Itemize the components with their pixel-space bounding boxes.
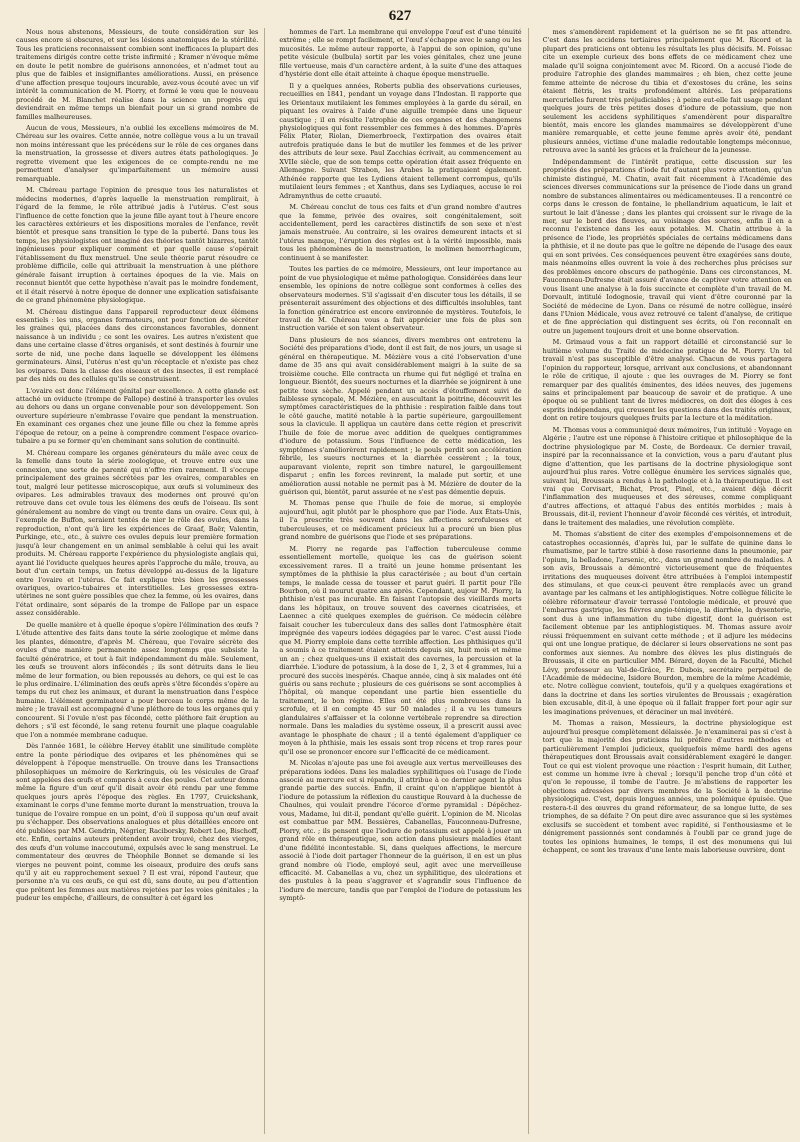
column-right <box>543 28 792 1134</box>
paragraph: M. Chéreau partage l'opinion de presque tous les naturalistes et médecins modernes, d'après laquelle la menstruation remplirait, à l'égard de la femme, le rôle attribué jadis à l'utérus. C'est sous l'influence de cette fonction que la jeune fille ayant tout à l'heure encore les caractères extérieurs et les dispositions morales de l'enfance, revêt bientôt et presque sans transition le type de la puberté. Dans tous les temps, les physiologistes ont imaginé des théories tantôt bizarres, tantôt ingénieuses pour expliquer comment et par quelle cause s'opérait l'établissement du flux menstruel. Une seule théorie parut résoudre ce problème difficile, celle qui attribuait la menstruation à une pléthore générale faisant irruption à certaines époques de la vie. Mais on reconnut bientôt que cette hypothèse n'avait pas le moindre fondement, et il était réservé à notre époque de donner une explication satisfaisante de ce grand phénomène physiologique. <box>16 186 259 305</box>
paragraph: M. Thomas s'abstient de citer des exemples d'empoisonnemens et de catastrophes occasionnés, d'après lui, par le sulfate de quinine dans le rhumatisme, par le tartre stibié à dose rasorienne dans la pneumonie, par l'opium, la belladone, l'arsenic, etc., dans un grand nombre de maladies. A son avis, Broussais a démontré victorieusement que de fréquentes irritations des muqueuses doivent être attribuées à l'emploi intempestif des stimulans, et que ceux-ci peuvent être remplacés avec un grand avantage par les calmans et les antiphlogistiques. Notre collègue félicite le célèbre réformateur d'avoir terrassé l'ontologie médicale, et prouvé que l'embarras gastrique, les fièvres angio-ténique, la diarrhée, la dysenterie, sont dus à une inflammation du tube digestif, dont la guérison est facilement obtenue par les antiphlogistiques. M. Thomas assure avoir réussi fréquemment en suivant cette méthode ; et il adjure les médecins qui ont une longue pratique, de déclarer si leurs observations ne sont pas conformes aux siennes. Au nombre des élèves les plus distingués de Broussais, il cite en particulier MM. Bérard, doyen de la Faculté, Michel Lévy, professeur au Val-de-Grâce, Fr. Dubois, secrétaire perpétuel de l'Académie de médecine, Isidore Bourdon, membre de la même Académie, etc. Notre collègue convient, toutefois, qu'il y a quelques exagérations et dans la doctrine et dans les sorties virulentes de Broussais ; exagération bien excusable, dit-il, à une époque où il fallait frapper fort pour agir sur les imaginations prévenues, et déraciner un mal invétéré. <box>542 530 792 716</box>
paragraph: Indépendamment de l'intérêt pratique, cette discussion sur les propriétés des préparations d'iode fut d'autant plus votre attention, qu'un chimiste distingué, M. Chatin, avait fait récemment à l'Académie des sciences diverses communications sur la présence de l'iode dans un grand nombre de substances alimentaires ou médicamenteuses. Il a rencontré ce corps dans le cresson de fontaine, le phellandrium aquaticum, le lait et surtout le lait d'ânesse ; dans les plantes qui croissent sur le rivage de la mer, sur le bord des fleuves, au voisinage des sources, enfin il en a reconnu l'existence dans les eaux potables. M. Chatin attribue à la présence de l'iode, les propriétés spéciales de certains médicamens dans la phthisie, et il ne doute pas que le goître ne dépende de l'usage des eaux qui en sont privées. Ces conséquences peuvent être exagérées sans doute, mais néanmoins elles ouvrent la voie à des recherches plus précises sur des problèmes encore obscurs de pathogénie. Dans ces circonstances, M. Fauconneau-Dufresne était assuré d'avance de captiver votre attention en vous lisant une analyse à la fois succincte et complète d'un travail de M. Dorvault, intitulé Iodognosie, travail qui vient d'être couronné par la Société de médecine de Lyon. Dans ce résumé de notre collègue, inséré dans l'Union Médicale, vous avez retrouvé ce talent d'analyse, de critique et de fine appréciation qui distinguent ses écrits, où l'on reconnaît en outre un jugement toujours droit et une bonne observation. <box>542 157 792 335</box>
paragraph: M. Thomas pense que l'huile de foie de morue, si employée aujourd'hui, agit plutôt par le phosphore que par l'iode. Aux États-Unis, il l'a prescrite très souvent dans les affections scrofuleuses et tuberculeuses, et ce médicament précieux lui a procuré un bien plus grand nombre de guérisons que l'iode et ses préparations. <box>279 499 522 542</box>
paragraph: M. Chéreau compare les organes générateurs du mâle avec ceux de la femelle dans toute la série zoologique, et trouve entre eux une connexion, une sorte de parenté qui n'offre rien rarement. Il s'occupe principalement des graines sécrétées par les ovaires, comparables en tout, malgré leur petitesse microscopique, aux œufs si volumineux des ovipares. Les admirables travaux des modernes ont prouvé qu'on retrouve dans cet ovule tous les élémens des œufs de l'oiseau. Ils sont généralement au nombre de vingt ou trente dans un ovaire. Ceux qui, à l'exemple de Buffon, seraient tentés de nier le rôle des ovules, dans la reproduction, n'ont qu'à lire les expériences de Graaf, Baër, Valentin, Purkinge, etc., etc., à suivre ces ovules depuis leur première formation jusqu'à leur changement en un animal semblable à celui qui les avait produits. M. Chéreau rapporte l'expérience du physiologiste anglais qui, ayant lié l'oviducte quelques heures après l'approche du mâle, trouva, au bout d'un certain temps, un fœtus développé au-dessus de la ligature entre l'ovaire et l'utérus. Ce fait explique très bien les grossesses ovariques, ovarico-tubaires et interstitielles. Les grossesses extra-utérines ne sont guère possibles que chez la femme, où les ovaires, dans l'état ordinaire, sont séparés de la trompe de Fallope par un espace assez considérable. <box>16 448 259 618</box>
paragraph: Il y a quelques années, Roberts publia des observations curieuses, recueillies en 1841, pendant un voyage dans l'Indostan. Il rapporte que les Orientaux mutilaient les femmes employées à la garde du sérail, en piquant les ovaires à l'aide d'une aiguille trempée dans une liqueur caustique ; il en résulte l'atrophie de ces organes et des changemens physiologiques qui font ressembler ces femmes à des hommes. D'après Félix Plater, Riolan, Diemerbroeck, l'extirpation des ovaires était autrefois pratiquée dans le but de mutiler les femmes et de les priver des attributs de leur sexe. Paul Zacchias écrivait, au commencement au XVIIe siècle, que de son temps cette opération était assez fréquente en Allemagne. Suivant Strabon, les Arabes la pratiquaient également. Athénée rapporte que les Lydiens étaient tellement corrompus, qu'ils mutilaient leurs femmes ; et Xanthus, dans ses Lydiaques, accuse le roi Adramynthus de cette cruauté. <box>279 81 522 200</box>
paragraph: M. Grimaud vous a fait un rapport détaillé et circonstancié sur le huitième volume du Traité de médecine pratique de M. Piorry. Un tel travail n'est pas susceptible d'être analysé. Chacun de vous partagera l'opinion du rapporteur, lorsque, arrivant aux conclusions, et abandonnant le rôle de critique, il ajoute : que les ouvrages de M. Piorry se font remarquer par des qualités éminentes, des idées neuves, des jugemens sains et principalement par beaucoup de savoir et de pratique. A une époque où se publient tant de livres médiocres, on doit des éloges à ces esprits indépendans, qui creusent les questions dans des traités originaux, dont on retire toujours quelques fruits par la lecture et la méditation. <box>542 338 792 423</box>
paragraph: L'ovaire est donc l'élément génital par excellence. A cette glande est attaché un oviducte (trompe de Fallope) destiné à transporter les ovules au dehors ou dans un organe convenable pour son développement. Son ouverture supérieure n'embrasse l'ovaire que pendant la menstruation. En examinant ces organes chez une jeune fille ou chez la femme après l'époque de retour, on a peine à comprendre comment l'espace ovarico-tubaire a pu se former qu'en cheminant sans solution de continuité. <box>16 386 259 446</box>
paragraph: Toutes les parties de ce mémoire, Messieurs, ont leur importance au point de vue physiologique et même pathologique. Considérées dans leur ensemble, les opinions de notre collègue sont conformes à celles des observateurs modernes. S'il s'agissait d'en discuter tous les détails, il se présenterait assurément des objections et des difficultés insolubles, tant la fonction génératrice est encore environnée de mystères. Toutefois, le travail de M. Chéreau vous a fait apprécier une fois de plus son instruction variée et son talent observateur. <box>279 265 522 333</box>
paragraph: De quelle manière et à quelle époque s'opère l'élimination des œufs ? L'étude attentive des faits dans toute la série zoologique et même dans les plantes, démontre, d'après M. Chéreau, que l'ovaire sécrète des ovules d'une manière permanente assez longtemps que subsiste la faculté génératrice, et tout à fait indépendamment du mâle. Seulement, les œufs se trouvent alors infécondés ; ils sont détruits dans le lieu même de leur formation, ou bien repoussés au dehors, ce qui est le cas le plus ordinaire. L'élimination des œufs après s'être fécondés s'opère au temps du rut chez les animaux, et durant la menstruation dans l'espèce humaine. L'élément germinateur a pour berceau le corps même de la mère ; le travail est accompagné d'une pléthore de tous les organes qui y concourent. Si l'ovule n'est pas fécondé, cette pléthore fait éruption au dehors ; s'il est fécondé, le sang retenu fournit une plaque coagulable que l'on a nommée membrane caduque. <box>16 620 259 739</box>
paragraph: M. Piorry ne regarde pas l'affection tuberculeuse comme essentiellement mortelle, quoique les cas de guérison soient excessivement rares. Il a traité un jeune homme présentant les symptômes de la phthisie la plus caractérisée ; au bout d'un certain temps, le malade cessa de tousser et parut guéri. Il partit pour l'île Bourbon, où il mourut quatre ans après. Cependant, aujour M. Piorry, la phthisie n'est pas incurable. En faisant l'autopsie des vieillards morts dans les hôpitaux, on trouve souvent des cavernes cicatrisées, et Laennec a cité quelques exemples de guérison. Ce médecin célèbre faisait coucher les tuberculeux dans des salles dont l'atmosphère était imprégnée des vapeurs iodées dégagées par le varec. C'est aussi l'iode que M. Piorry emploie dans cette terrible affection. Les phthisiques qu'il a soumis à ce traitement étaient atteints depuis six, huit mois et même un an ; chez quelques-uns il existait des cavernes, la percussion et la diarrhée. L'iodure de potassium, à la dose de 1, 2, 3 et 4 grammes, lui a procuré des succès inespérés. Chaque année, cinq à six malades ont été guéris ou sans rechute ; plusieurs de ces guérisons se sont accomplies à l'hôpital, où manque cependant une partie bien essentielle du traitement, le bon régime. Elles ont été plus nombreuses dans la scrofule, et il en compte 45 sur 50 malades ; il a vu les tumeurs glandulaires s'affaisser et la colonne vertébrale reprendre sa direction normale. Dans les maladies du système osseux, il a prescrit aussi avec avantage le phosphate de chaux ; il a tenté également d'appliquer ce moyen à la phthisie, mais les essais sont trop récens et trop rares pour qu'il ose se prononcer encore sur l'efficacité de ce médicament. <box>279 544 522 756</box>
text-columns <box>16 28 792 1134</box>
column-middle <box>279 28 528 1134</box>
paragraph: M. Thomas vous a communiqué deux mémoires, l'un intitulé : Voyage en Algérie ; l'autre est une réponse à l'histoire critique et philosophique de la doctrine physiologique par M. Coste, de Bordeaux. Ce dernier travail, inspiré par la reconnaissance et la conviction, vous a paru d'autant plus digne d'attention, que les partisans de la doctrine physiologique sont aujourd'hui plus rares. Votre collègue énumère les services signalés que, suivant lui, Broussais a rendus à la pathologie et à la thérapeutique. Il est vrai que Corvisart, Bichat, Prost, Pinel, etc., avaient déjà décrit l'inflammation des muqueuses et des séreuses, comme compliquant d'autres affections, et attaqué l'abus des entités morbides ; mais à Broussais, dit-il, revient l'honneur d'avoir fécondé ces vérités, et introduit, dans le traitement des maladies, une révolution complète. <box>542 425 792 527</box>
paragraph: M. Thomas a raison, Messieurs, la doctrine physiologique est aujourd'hui presque complètement délaissée. Je n'examinerai pas si c'est à tort que la majorité des praticiens lui préfère d'autres méthodes et particulièrement l'emploi judicieux, quelquefois même hardi des agens thérapeutiques dont Broussais avait considérablement exagéré le danger. Tout ce qui est violent provoque une réaction : l'esprit humain, dit Luther, est comme un homme ivre à cheval ; lorsqu'il penche trop d'un côté et qu'on le repousse, il tombe de l'autre. Je m'abstiens de rapporter les objections adressées par divers membres de la Société à la doctrine physiologique. C'est, depuis longues années, une polémique épuisée. Que restera-t-il des œuvres du grand réformateur, de sa longue lutte, de ses triomphes, de sa défaite ? On peut dire avec assurance que si les systèmes exclusifs se succèdent et tombent avec rapidité, si l'enthousiasme et le dénigrement passionnés sont condamnés à l'oubli par ce grand juge de toutes les opinions humaines, le temps, il est des monumens qui lui échappent, ce sont les travaux d'une lente mais laborieuse ouvrière, dont <box>542 719 792 855</box>
page-number: 627 <box>388 8 412 24</box>
paragraph: mes s'amendèrent rapidement et la guérison ne se fit pas attendre. C'est dans les accidens tertiaires principalement que M. Ricord et la plupart des praticiens ont obtenu les résultats les plus décisifs. M. Foissac cite un exemple curieux des bons effets de ce médicament chez une malade qu'il soigna conjointement avec M. Ricord. On a accusé l'iode de produire l'atrophie des glandes mammaires ; eh bien, chez cette jeune femme atteinte de nécrose du tibia et d'exostoses du crâne, les seins étaient flétris, les traits profondément altérés. Les préparations mercurielles furent très préjudiciables ; à peine eut-elle fait usage pendant quelques jours de très petites doses d'iodure de potassium, que non seulement les accidens syphilitiques s'amendèrent pour disparaître bientôt, mais encore les glandes mammaires se développèrent d'une manière remarquable, et cette jeune femme après avoir été, pendant plusieurs années, victime d'une maladie redoutable longtemps méconnue, retrouva avec la santé les grâces et la fraîcheur de la jeunesse. <box>542 28 792 155</box>
paragraph: M. Chéreau distingue dans l'appareil reproducteur deux élémens essentiels : les uns, organes formateurs, ont pour fonction de sécréter les graines qui, placées dans des circonstances favorables, donnent naissance à un individu ; ce sont les ovaires. Les autres n'existent que dans une certaine classe d'êtres organisés, et sont destinés à fournir une sorte de nid, une poche dans laquelle se développent les élémens germinateurs. Ainsi, l'utérus n'est qu'un réceptacle et n'existe pas chez les ovipares. Dans la classe des oiseaux et des insectes, il est remplacé par des nids ou des cellules qu'ils se construisent. <box>16 307 259 384</box>
column-left <box>16 28 265 1134</box>
paragraph: Dans plusieurs de nos séances, divers membres ont entretenu la Société des préparations d'iode, dont il est fait, de nos jours, un usage si général en thérapeutique. M. Mézière vous a cité l'observation d'une dame de 35 ans qui avait considérablement maigri à la suite de sa troisième couche. Elle contracta un rhume qui fut négligé et traîna en longueur. Bientôt, des sueurs nocturnes et la diarrhée se joignirent à une petite toux sèche. Appelé pendant un accès d'étouffement suivi de faiblesse syncopale, M. Mézière, en auscultant la poitrine, découvrit les symptômes caractéristiques de la phthisie : respiration faible dans tout le côté gauche, matité notable à la partie supérieure, gargouillement sous la clavicule. Il appliqua un cautère dans cette région et prescrivit l'huile de foie de morue avec addition de quelques centigrammes d'iodure de potassium. Sous l'influence de cette médication, les symptômes s'améliorèrent rapidement ; le pouls perdit son accélération fébrile, les sueurs nocturnes et la diarrhée cessèrent ; la toux, auparavant violente, reprit son timbre naturel, le gargouillement disparut ; enfin les forces revinrent, la malade put sortir, et une amélioration aussi notable ne permit pas à M. Mézière de douter de la guérison qui, bientôt, parut assurée et ne s'est pas démentie depuis. <box>279 335 522 497</box>
paragraph: M. Nicolas n'ajoute pas une foi aveugle aux vertus merveilleuses des préparations iodées. Dans les maladies syphilitiques où l'usage de l'iode associé au mercure est si répandu, il attribue à ce dernier agent la plus grande partie des succès. Enfin, il craint qu'on n'applique bientôt à l'iodure de potassium la réflexion du caustique Rouvard à la duchesse de Chaulnes, qui voulait prendre l'écorce d'orme pyramidal : Dépêchez-vous, Madame, lui dit-il, pendant qu'elle guérit. L'opinion de M. Nicolas est combattue par MM. Bessières, Cabanellas, Fauconneau-Dufresne, Piorry, etc. ; ils pensent que l'iodure de potassium est appelé à jouer un grand rôle en thérapeutique, son action dans plusieurs maladies étant d'une fidélité incontestable. Si, dans quelques affections, le mercure associé à l'iode doit partager l'honneur de la guérison, il en est un plus grand nombre où l'iode, employé seul, agit avec une merveilleuse efficacité. M. Cabanellas a vu, chez un syphilitique, des ulcérations et des pustules à la peau s'aggraver et s'agrandir sous l'influence de l'iodure de mercure, tandis que par l'emploi de l'iodure de potassium les symptô- <box>279 759 522 903</box>
paragraph: hommes de l'art. La membrane qui enveloppe l'œuf est d'une ténuité extrême ; elle se rompt facilement, et l'œuf s'échappe avec le sang ou les mucosités. Le même auteur rapporte, à l'appui de son opinion, qu'une petite vésicule (bulbula) sortit par les voies génitales, chez une jeune fille vertueuse, mais d'un caractère ardent, à la suite d'une des attaques d'hystérie dont elle était atteinte à chaque époque menstruelle. <box>279 28 522 79</box>
paragraph: Dès l'année 1681, le célèbre Hervey établit une similitude complète entre la ponte périodique des ovipares et les phénomènes qui se développent à l'époque menstruelle. On trouve dans les Transactions philosophiques un mémoire de Kerkringuis, où les vésicules de Graaf sont appelées des œufs et comparés à ceux des poules. Cet auteur donna même la figure d'un œuf qu'il disait avoir été rendu par une femme quelques jours après l'époque des règles. En 1797, Cruickshank, examinant le corps d'une femme morte durant la menstruation, trouva la tunique de l'ovaire rompue en un point, d'où il supposa qu'un œuf avait pu s'échapper. Des observations analogues et plus détaillées encore ont été publiées par MM. Gendrin, Négrier, Raciborsky, Robert Lee, Bischoff, etc. Enfin, certains auteurs prétendent avoir trouvé, chez des vierges, des œufs d'un volume inaccoutumé, expulsés avec le sang menstruel. Le commentateur des œuvres de Théophile Bonnet se demande si les vierges ne peuvent point, comme les oiseaux, produire des œufs sans qu'il y ait eu rapprochement sexuel ? Il est vrai, répond l'auteur, que personne n'a vu ces œufs, ce qui est dû, sans doute, au peu d'attention que prêtent les femmes aux matières rejetées par les voies génitales ; la pudeur les empêche, d'ailleurs, de consulter à cet égard les <box>16 742 259 903</box>
paragraph: M. Chéreau conclut de tous ces faits et d'un grand nombre d'autres que la femme, privée des ovaires, soit congénitalement, soit accidentellement, perd les caractères distinctifs de son sexe et n'est jamais menstruée. Au contraire, si les ovaires demeurent intacts et si l'utérus manque, l'éruption des règles est à la vérité impossible, mais tous les phénomènes de la menstruation, le molimen hemorrhagicum, continuent à se manifester. <box>279 203 522 262</box>
paragraph: Aucun de vous, Messieurs, n'a oublié les excellens mémoires de M. Chéreau sur les ovaires. Cette année, notre collègue vous a lu un travail non moins intéressant que les précédens sur le rôle de ces organes dans la menstruation, la grossesse et divers autres états pathologiques. Je regrette vivement que les exigences de ce compte-rendu ne me permettent d'analyser qu'imparfaitement un mémoire aussi remarquable. <box>16 123 259 183</box>
paragraph: Nous nous abstenons, Messieurs, de toute considération sur les causes encore si obscures, et sur les lésions anatomiques de la stérilité. Tous les praticiens reconnaissent combien sont inefficaces la plupart des traitemens dirigés contre cette triste infirmité ; Kramer n'évoque même en doute le petit nombre de guérisons annoncées, et n'admet tout au plus que de faibles et insignifiantes améliorations. Aussi, en présence d'une affection presque toujours incurable, avez-vous écouté avec un vif intérêt la communication de M. Piorry, et formé le vœu que le nouveau procédé de M. Blanchet réalise dans la science un progrès qui deviendrait en même temps un bienfait pour un si grand nombre de familles malheureuses. <box>16 28 259 121</box>
